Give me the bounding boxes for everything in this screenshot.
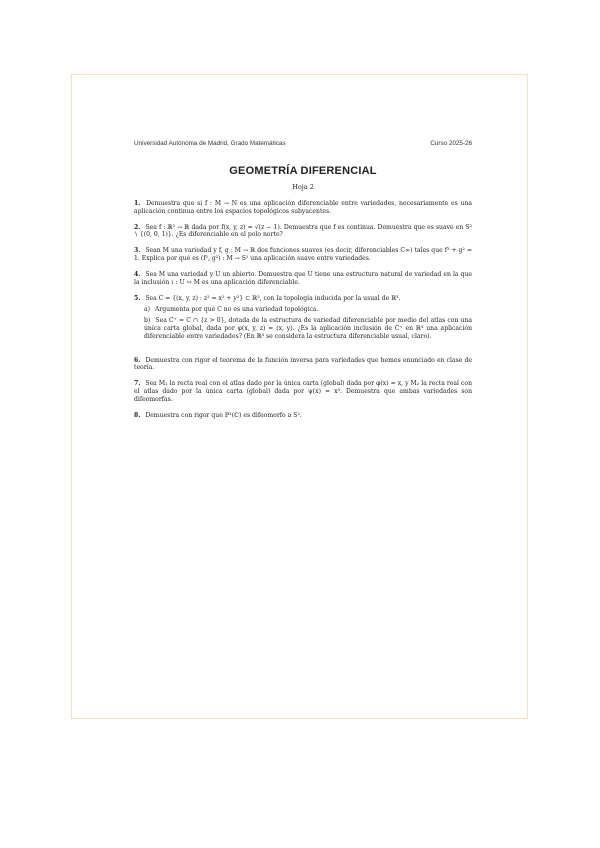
document-title: GEOMETRÍA DIFERENCIAL — [229, 164, 377, 177]
exercise-number: 6. — [134, 356, 141, 364]
part-label: b) — [144, 316, 151, 324]
exercise-text: Sea M₁ la recta real con el atlas dado por la única carta (global) dada por φ(x) = x, y M₂ la recta real con el atlas dado por la única carta (global) dada por ψ(x) = x³. Demuestra que ambas variedades son difeomorfas. — [134, 380, 472, 404]
exercise-text: Sea M una variedad y U un abierto. Demuestra que U tiene una estructura natural de variedad en la que la inclusión ι : U ↪ M es una aplicación diferenciable. — [134, 271, 472, 287]
exercise-text: Demuestra con rigor que ℙ¹(ℂ) es difeomorfo a S². — [145, 412, 302, 420]
exercise-1 — [134, 200, 472, 216]
exercise-text: Sea C = {(x, y, z) : z² = x² + y²} ⊂ ℝ³, con la topología inducida por la usual de ℝ³. — [145, 294, 401, 302]
page-header — [134, 140, 472, 148]
exercise-text: Demuestra que si f : M → N es una aplicación diferenciable entre variedades, necesariamente es una aplicación continua entre los espacios topológicos subyacentes. — [134, 199, 473, 215]
header-university: Universidad Autónoma de Madrid, Grado Matemáticas — [134, 140, 286, 147]
exercise-number: 4. — [134, 271, 141, 279]
exercise-text: Sean M una variedad y f, g : M → ℝ dos funciones suaves (es decir, diferenciables C∞) tales que f² + g² = 1. Explica por qué es (f², g²) : M → S¹ una aplicación suave entre variedades. — [134, 247, 472, 263]
exercise-4 — [134, 271, 472, 287]
exercise-5 — [134, 295, 472, 303]
exercise-7 — [134, 380, 472, 404]
header-course: Curso 2025-26 — [430, 140, 472, 147]
exercise-number: 7. — [134, 380, 141, 388]
exercise-number: 8. — [134, 412, 141, 420]
document-subtitle: Hoja 2 — [292, 182, 314, 191]
exercise-2 — [134, 224, 472, 240]
part-text: Argumenta por qué C no es una variedad topológica. — [154, 305, 319, 313]
exercise-text: Demuestra con rigor el teorema de la función inversa para variedades que hemos enunciado en clase de teoría. — [134, 356, 472, 372]
document-page — [71, 74, 528, 719]
exercise-number: 1. — [134, 199, 141, 207]
exercise-8 — [134, 412, 472, 420]
exercise-5b — [144, 317, 472, 341]
part-label: a) — [144, 305, 151, 313]
exercise-number: 5. — [134, 294, 141, 302]
page-content — [134, 135, 472, 420]
part-text: Sea C⁺ = C ∩ {z > 0}, dotada de la estructura de variedad diferenciable por medio del atlas con una única carta global, dada por φ(x, y, z) = (x, y). ¿Es la aplicación inclusión de C⁺ en ℝ³ una aplicación diferenciable entre variedades? (En ℝ³ se considera la estructura diferenciable usual, claro). — [144, 316, 472, 340]
exercise-6 — [134, 357, 472, 373]
exercise-3 — [134, 247, 472, 263]
exercise-text: Sea f : ℝ³ → ℝ dada por f(x, y, z) = √(z − 1). Demuestra que f es continua. Demuestra que es suave en S² ∖ {(0, 0, 1)}. ¿Es diferenciable en el polo norte? — [134, 223, 473, 239]
exercise-number: 3. — [134, 247, 141, 255]
exercise-5a — [144, 306, 472, 314]
exercise-number: 2. — [134, 223, 141, 231]
